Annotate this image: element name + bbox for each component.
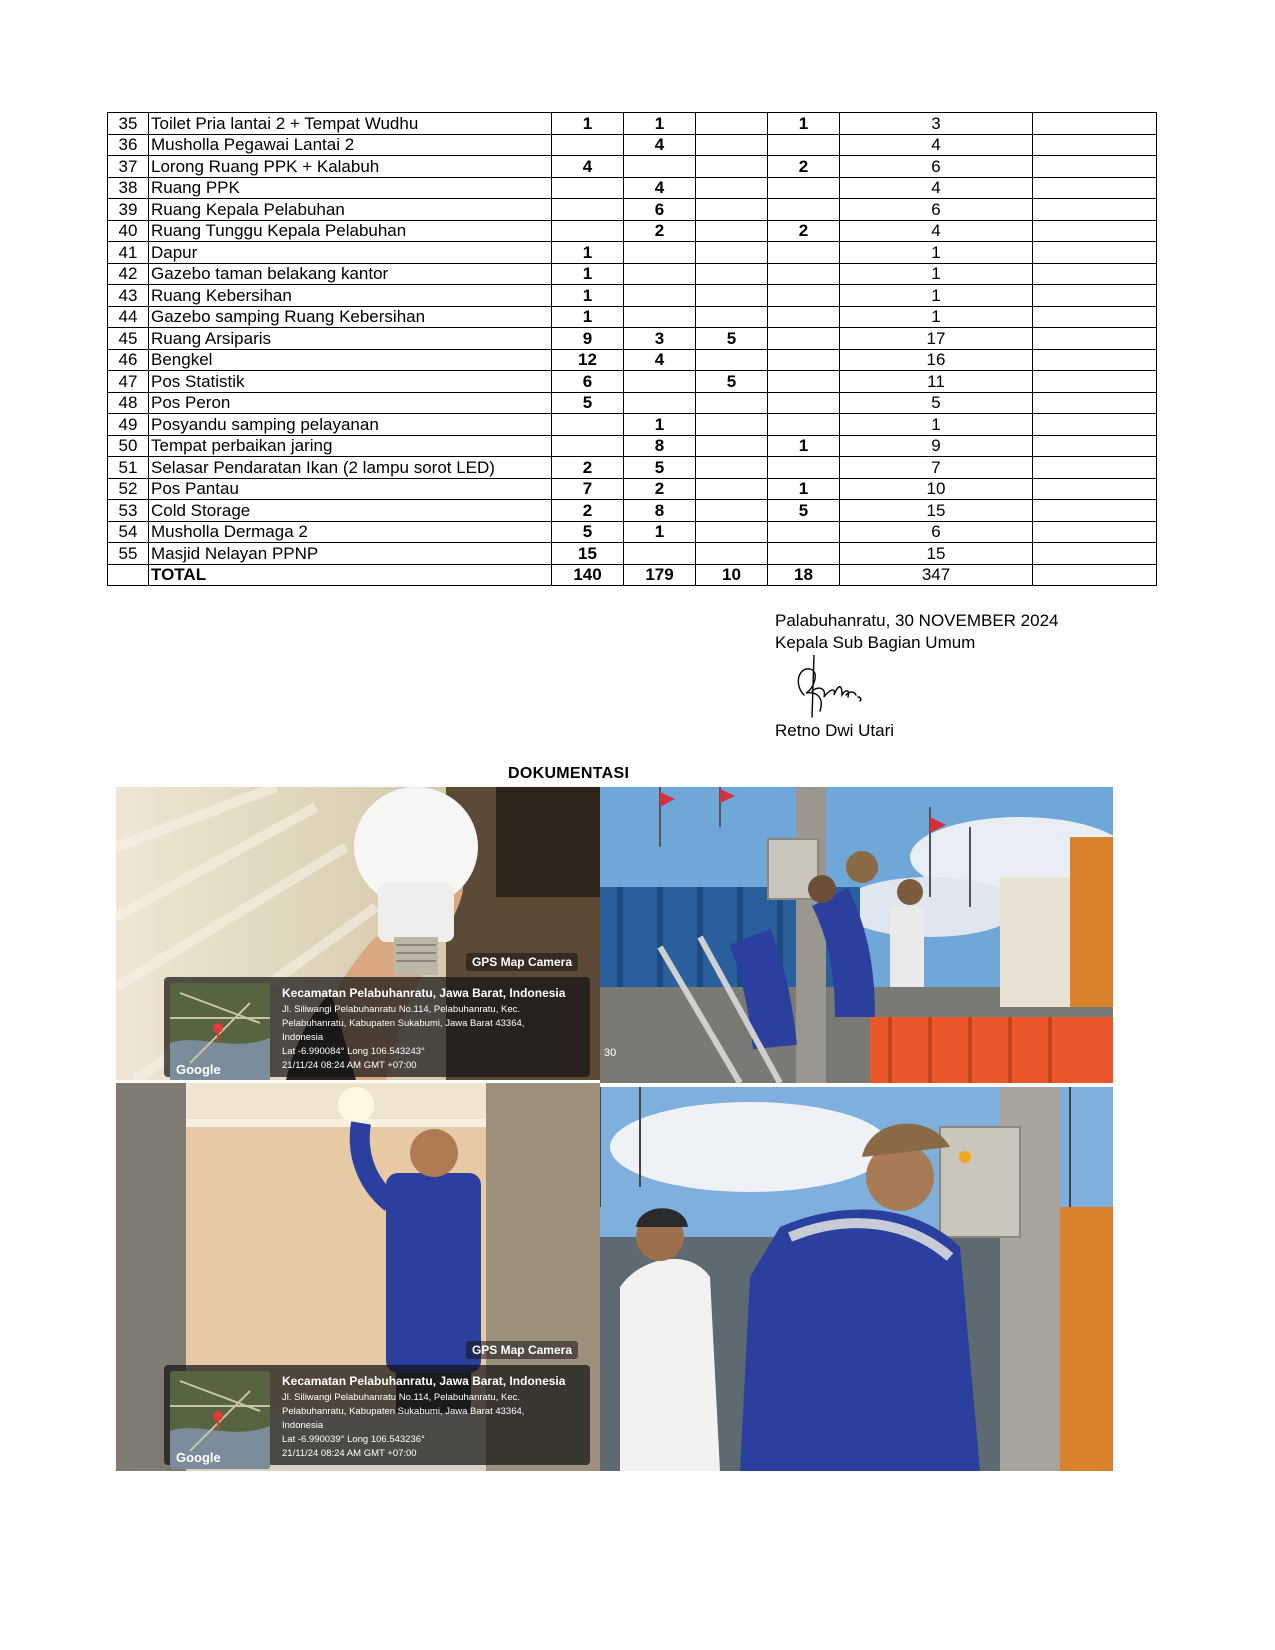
gps-address-line: Pelabuhanratu, Kabupaten Sukabumi, Jawa Barat 43364,	[282, 1406, 525, 1417]
table-row	[108, 457, 1157, 479]
map-brand: Google	[176, 1450, 221, 1465]
lamp-count-col-2: 1	[624, 113, 696, 135]
remarks	[1033, 306, 1157, 328]
row-total: 6	[840, 199, 1033, 221]
row-number: 54	[108, 521, 149, 543]
gps-timestamp: 21/11/24 08:24 AM GMT +07:00	[282, 1448, 417, 1459]
lamp-count-col-3	[696, 177, 768, 199]
row-total: 4	[840, 134, 1033, 156]
remarks	[1033, 435, 1157, 457]
table-row	[108, 156, 1157, 178]
table-row	[108, 478, 1157, 500]
table-row	[108, 199, 1157, 221]
table-row	[108, 435, 1157, 457]
lamp-count-col-1: 1	[552, 263, 624, 285]
remarks	[1033, 564, 1157, 586]
lamp-count-col-2	[624, 242, 696, 264]
gps-address-line: Indonesia	[282, 1032, 324, 1043]
remarks	[1033, 199, 1157, 221]
row-number: 52	[108, 478, 149, 500]
lamp-count-col-2: 2	[624, 220, 696, 242]
location-name: Musholla Pegawai Lantai 2	[149, 134, 552, 156]
table-row	[108, 263, 1157, 285]
lamp-count-col-4	[768, 521, 840, 543]
row-number: 46	[108, 349, 149, 371]
lamp-count-col-1	[552, 435, 624, 457]
lamp-count-col-1	[552, 199, 624, 221]
location-name: Gazebo samping Ruang Kebersihan	[149, 306, 552, 328]
row-number: 41	[108, 242, 149, 264]
gps-coordinates: Lat -6.990084° Long 106.543243°	[282, 1046, 425, 1057]
lamp-count-col-3: 5	[696, 328, 768, 350]
row-number: 47	[108, 371, 149, 393]
table-row	[108, 177, 1157, 199]
lamp-count-col-1: 140	[552, 564, 624, 586]
row-number: 44	[108, 306, 149, 328]
location-name: Pos Statistik	[149, 371, 552, 393]
gps-timestamp: 21/11/24 08:24 AM GMT +07:00	[282, 1060, 417, 1071]
location-name: Ruang PPK	[149, 177, 552, 199]
lamp-count-col-2: 8	[624, 500, 696, 522]
row-total: 1	[840, 414, 1033, 436]
lamp-count-col-1: 15	[552, 543, 624, 565]
signature-name: Retno Dwi Utari	[775, 721, 895, 740]
row-number: 42	[108, 263, 149, 285]
lamp-count-col-3	[696, 414, 768, 436]
lamp-count-col-1	[552, 134, 624, 156]
lamp-count-col-3	[696, 263, 768, 285]
total-row	[108, 564, 1157, 586]
photo-overlay-text: 30	[604, 1047, 617, 1059]
lamp-count-col-4	[768, 285, 840, 307]
row-total: 15	[840, 543, 1033, 565]
gps-app-label: GPS Map Camera	[466, 953, 578, 971]
location-name: Posyandu samping pelayanan	[149, 414, 552, 436]
lamp-count-col-4	[768, 177, 840, 199]
lamp-count-col-4: 1	[768, 478, 840, 500]
lamp-count-col-3	[696, 349, 768, 371]
lamp-count-col-3	[696, 478, 768, 500]
remarks	[1033, 328, 1157, 350]
table-row	[108, 543, 1157, 565]
row-number: 37	[108, 156, 149, 178]
lamp-count-col-3: 5	[696, 371, 768, 393]
table-row	[108, 328, 1157, 350]
lamp-count-col-2: 4	[624, 349, 696, 371]
location-name: Dapur	[149, 242, 552, 264]
lamp-count-col-4	[768, 414, 840, 436]
lamp-count-col-1: 6	[552, 371, 624, 393]
remarks	[1033, 349, 1157, 371]
table-row	[108, 371, 1157, 393]
table-row	[108, 521, 1157, 543]
lamp-count-col-3	[696, 220, 768, 242]
photo-ceiling-lamp-install	[116, 1083, 600, 1471]
remarks	[1033, 242, 1157, 264]
lamp-count-col-1: 9	[552, 328, 624, 350]
location-map	[170, 983, 270, 1080]
gps-location: Kecamatan Pelabuhanratu, Jawa Barat, Indonesia	[282, 1374, 566, 1388]
lamp-count-col-1: 12	[552, 349, 624, 371]
location-map	[170, 1371, 270, 1469]
gps-overlay	[164, 1343, 590, 1465]
lamp-count-col-2	[624, 306, 696, 328]
remarks	[1033, 177, 1157, 199]
lamp-count-col-1	[552, 414, 624, 436]
remarks	[1033, 220, 1157, 242]
lamp-count-col-2: 4	[624, 177, 696, 199]
signature-place-date: Palabuhanratu, 30 NOVEMBER 2024	[775, 611, 1059, 630]
lamp-count-col-1: 4	[552, 156, 624, 178]
lamp-count-col-4	[768, 199, 840, 221]
lamp-count-col-4	[768, 349, 840, 371]
lamp-count-col-2: 8	[624, 435, 696, 457]
lamp-count-col-2	[624, 156, 696, 178]
lamp-count-col-4: 1	[768, 113, 840, 135]
table-row	[108, 306, 1157, 328]
lamp-count-col-2: 3	[624, 328, 696, 350]
row-number: 55	[108, 543, 149, 565]
location-name: Lorong Ruang PPK + Kalabuh	[149, 156, 552, 178]
row-total: 1	[840, 242, 1033, 264]
lamp-count-col-3	[696, 156, 768, 178]
row-total: 4	[840, 177, 1033, 199]
lamp-count-col-1: 1	[552, 306, 624, 328]
location-name: Masjid Nelayan PPNP	[149, 543, 552, 565]
lamp-count-col-3: 10	[696, 564, 768, 586]
remarks	[1033, 500, 1157, 522]
row-total: 9	[840, 435, 1033, 457]
location-name: Ruang Kebersihan	[149, 285, 552, 307]
lamp-count-col-1: 1	[552, 285, 624, 307]
photo-electrical-panel-work	[600, 1087, 1113, 1471]
table-row	[108, 500, 1157, 522]
lamp-count-col-2	[624, 371, 696, 393]
gps-coordinates: Lat -6.990039° Long 106.543236°	[282, 1434, 425, 1445]
lamp-count-col-2: 2	[624, 478, 696, 500]
photo-led-bulb	[116, 787, 600, 1080]
lamp-count-col-1: 2	[552, 500, 624, 522]
row-number: 35	[108, 113, 149, 135]
lamp-count-col-1	[552, 220, 624, 242]
remarks	[1033, 414, 1157, 436]
location-name: Selasar Pendaratan Ikan (2 lampu sorot LED)	[149, 457, 552, 479]
lamp-count-col-4: 1	[768, 435, 840, 457]
lamp-count-col-1: 7	[552, 478, 624, 500]
lamp-count-col-4	[768, 306, 840, 328]
gps-address-line: Jl. Siliwangi Pelabuhanratu No.114, Pelabuhanratu, Kec.	[282, 1392, 521, 1403]
lamp-count-col-3	[696, 306, 768, 328]
table-row	[108, 414, 1157, 436]
row-total: 1	[840, 306, 1033, 328]
lamp-count-col-4	[768, 242, 840, 264]
location-name: Pos Peron	[149, 392, 552, 414]
gps-address-line: Indonesia	[282, 1420, 324, 1431]
lamp-count-col-4	[768, 457, 840, 479]
lamp-count-col-2	[624, 392, 696, 414]
lamp-count-col-3	[696, 113, 768, 135]
gps-location: Kecamatan Pelabuhanratu, Jawa Barat, Indonesia	[282, 986, 566, 1000]
row-total: 3	[840, 113, 1033, 135]
lamp-count-col-1: 1	[552, 113, 624, 135]
row-total: 7	[840, 457, 1033, 479]
lamp-count-col-3	[696, 199, 768, 221]
remarks	[1033, 371, 1157, 393]
lamp-count-col-1: 2	[552, 457, 624, 479]
gps-address-line: Pelabuhanratu, Kabupaten Sukabumi, Jawa Barat 43364,	[282, 1018, 525, 1029]
remarks	[1033, 285, 1157, 307]
gps-address-line: Jl. Siliwangi Pelabuhanratu No.114, Pelabuhanratu, Kec.	[282, 1004, 521, 1015]
row-total: 17	[840, 328, 1033, 350]
lamp-count-col-4	[768, 392, 840, 414]
row-total: 1	[840, 263, 1033, 285]
lamp-count-col-3	[696, 134, 768, 156]
lamp-count-col-3	[696, 521, 768, 543]
row-total: 11	[840, 371, 1033, 393]
lamp-count-col-3	[696, 242, 768, 264]
signature-position: Kepala Sub Bagian Umum	[775, 633, 976, 652]
lamp-count-col-1: 5	[552, 521, 624, 543]
table-row	[108, 242, 1157, 264]
row-total: 6	[840, 521, 1033, 543]
table-body	[108, 113, 1157, 586]
documentation-title: DOKUMENTASI	[508, 765, 630, 782]
lamp-count-col-4: 18	[768, 564, 840, 586]
location-name: Pos Pantau	[149, 478, 552, 500]
row-total: 1	[840, 285, 1033, 307]
lamp-count-col-3	[696, 392, 768, 414]
lamp-count-col-3	[696, 435, 768, 457]
lamp-count-col-4	[768, 328, 840, 350]
lamp-count-col-1	[552, 177, 624, 199]
handwritten-signature	[790, 655, 880, 719]
lamp-count-col-2: 6	[624, 199, 696, 221]
row-number: 36	[108, 134, 149, 156]
map-brand: Google	[176, 1062, 221, 1077]
lamp-count-col-4	[768, 263, 840, 285]
lamp-count-col-2	[624, 263, 696, 285]
location-name: Tempat perbaikan jaring	[149, 435, 552, 457]
table-row	[108, 134, 1157, 156]
table-row	[108, 392, 1157, 414]
remarks	[1033, 134, 1157, 156]
location-name: Toilet Pria lantai 2 + Tempat Wudhu	[149, 113, 552, 135]
location-name: Ruang Kepala Pelabuhan	[149, 199, 552, 221]
row-total: 4	[840, 220, 1033, 242]
location-name: TOTAL	[149, 564, 552, 586]
row-total: 347	[840, 564, 1033, 586]
remarks	[1033, 156, 1157, 178]
remarks	[1033, 478, 1157, 500]
row-total: 6	[840, 156, 1033, 178]
row-number: 50	[108, 435, 149, 457]
lamp-count-col-2	[624, 285, 696, 307]
lamp-count-col-4	[768, 371, 840, 393]
gps-overlay	[164, 955, 590, 1077]
location-name: Ruang Tunggu Kepala Pelabuhan	[149, 220, 552, 242]
location-name: Ruang Arsiparis	[149, 328, 552, 350]
table-row	[108, 349, 1157, 371]
remarks	[1033, 113, 1157, 135]
lamp-count-col-3	[696, 500, 768, 522]
row-total: 16	[840, 349, 1033, 371]
lamp-count-col-1: 1	[552, 242, 624, 264]
lamp-count-col-3	[696, 543, 768, 565]
row-total: 5	[840, 392, 1033, 414]
table-row	[108, 220, 1157, 242]
lamp-count-col-2: 1	[624, 414, 696, 436]
row-number	[108, 564, 149, 586]
location-name: Gazebo taman belakang kantor	[149, 263, 552, 285]
lamp-count-col-2: 1	[624, 521, 696, 543]
row-number: 40	[108, 220, 149, 242]
remarks	[1033, 392, 1157, 414]
row-number: 43	[108, 285, 149, 307]
row-number: 38	[108, 177, 149, 199]
lamp-count-col-2: 179	[624, 564, 696, 586]
lamp-count-col-4: 2	[768, 220, 840, 242]
lamp-count-col-4	[768, 134, 840, 156]
row-number: 39	[108, 199, 149, 221]
lamp-count-col-3	[696, 285, 768, 307]
lamp-count-col-2	[624, 543, 696, 565]
row-number: 49	[108, 414, 149, 436]
row-total: 10	[840, 478, 1033, 500]
row-number: 45	[108, 328, 149, 350]
location-name: Bengkel	[149, 349, 552, 371]
lamp-count-col-4: 2	[768, 156, 840, 178]
remarks	[1033, 263, 1157, 285]
photo-harbor-pole-work	[600, 787, 1113, 1083]
remarks	[1033, 457, 1157, 479]
gps-app-label: GPS Map Camera	[466, 1341, 578, 1359]
lamp-count-col-2: 5	[624, 457, 696, 479]
lamp-count-col-1: 5	[552, 392, 624, 414]
table-row	[108, 285, 1157, 307]
row-total: 15	[840, 500, 1033, 522]
remarks	[1033, 521, 1157, 543]
row-number: 51	[108, 457, 149, 479]
location-name: Cold Storage	[149, 500, 552, 522]
lamp-count-col-2: 4	[624, 134, 696, 156]
lamp-count-col-4: 5	[768, 500, 840, 522]
lamp-count-col-3	[696, 457, 768, 479]
lamp-inventory-table	[107, 112, 1157, 586]
table-row	[108, 113, 1157, 135]
remarks	[1033, 543, 1157, 565]
lamp-count-col-4	[768, 543, 840, 565]
row-number: 53	[108, 500, 149, 522]
row-number: 48	[108, 392, 149, 414]
location-name: Musholla Dermaga 2	[149, 521, 552, 543]
